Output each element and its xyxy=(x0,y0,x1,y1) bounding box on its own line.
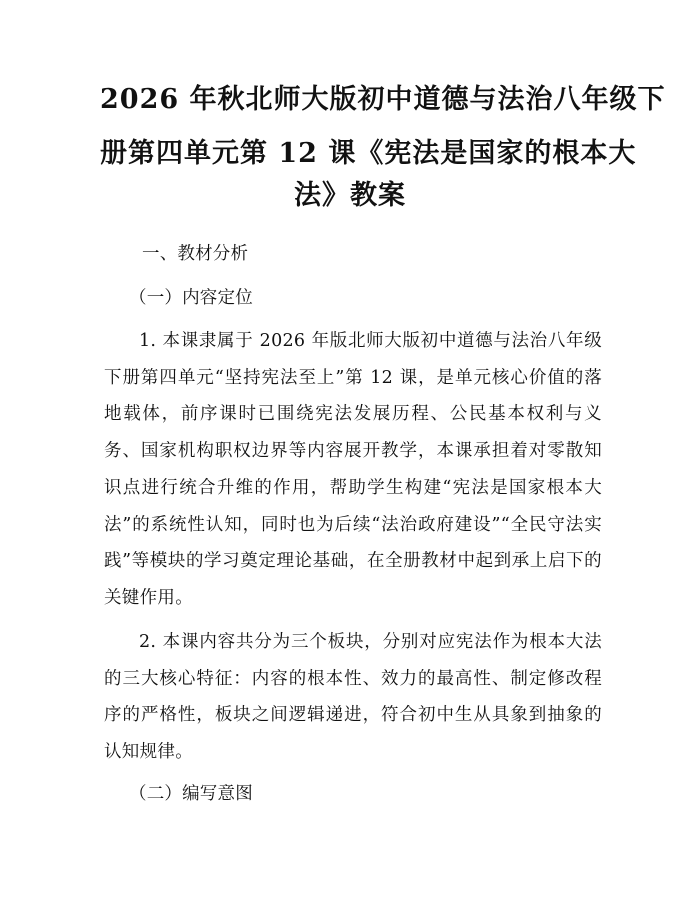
document-title-line-1: 2026 年秋北师大版初中道德与法治八年级下 xyxy=(100,84,666,115)
subsection-heading-writing-intent: （二）编写意图 xyxy=(129,784,253,804)
paragraph-2: 2. 本课内容共分为三个板块，分别对应宪法作为根本大法的三大核心特征：内容的根本性、效力的最高性、制定修改程序的严格性，板块之间逻辑递进，符合初中生从具象到抽象的认知规律。 xyxy=(104,632,602,763)
subsection-heading-content-positioning: （一）内容定位 xyxy=(129,288,253,308)
section-heading-textbook-analysis: 一、教材分析 xyxy=(142,244,249,264)
paragraph-1: 1. 本课隶属于 2026 年版北师大版初中道德与法治八年级下册第四单元“坚持宪法至上”第 12 课，是单元核心价值的落地载体，前序课时已围绕宪法发展历程、公民基本权利与义务、国家机构职权边界等内容展开教学，本课承担着对零散知识点进行统合升维的作用，帮助学生构建“宪法是国家根本大法”的系统性认知，同时也为后续“法治政府建设”“全民守法实践”等模块的学习奠定理论基础，在全册教材中起到承上启下的关键作用。 xyxy=(104,331,602,608)
document-title-line-2: 册第四单元第 12 课《宪法是国家的根本大 xyxy=(100,138,637,169)
document-title-line-3: 法》教案 xyxy=(294,180,406,211)
